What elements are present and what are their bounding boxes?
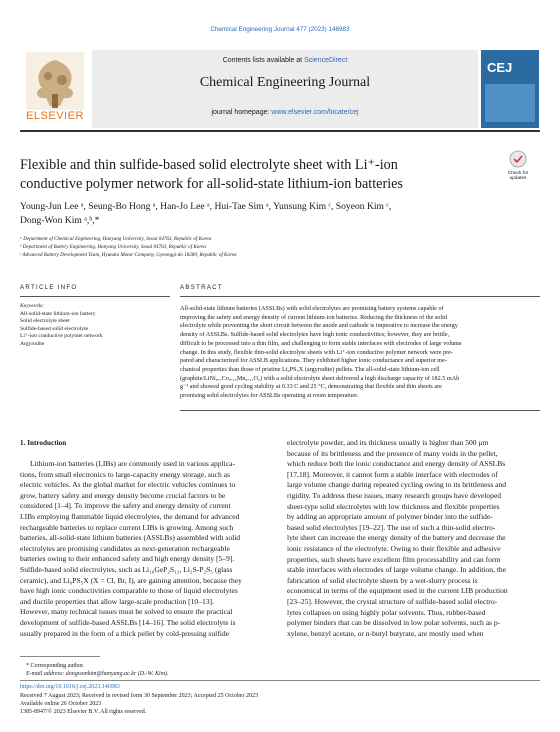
intro-line: properties, such sheets have excellent film processability and can form bbox=[287, 554, 501, 564]
homepage-line bbox=[92, 109, 478, 116]
intro-line: Sulfide-based solid electrolytes, such as Li₁₀GeP₂S₁₂, Li₂S-P₂S₅ (glass bbox=[20, 564, 233, 574]
badge-line-1: Check for bbox=[507, 170, 529, 176]
abstract-line: chanical properties than those of pristine Li₆PS₅X (argyrodite) pellets. The all-solid-state lithium-ion cell bbox=[180, 365, 440, 373]
keywords-block bbox=[20, 303, 170, 349]
intro-line: [17,18]. Moreover, it cannot form a stable interface with electrodes of bbox=[287, 469, 498, 479]
badge-line-2: updates bbox=[509, 176, 527, 181]
check-updates-icon bbox=[509, 150, 527, 168]
intro-line: development of sulfide-based ASSLBs [14–16]. The solid electrolyte is bbox=[20, 617, 236, 627]
affiliations bbox=[20, 236, 490, 259]
article-title bbox=[20, 156, 440, 193]
intro-line: fabrication of solid electrolyte sheets by a wet-slurry process is bbox=[287, 575, 478, 585]
intro-line: and ductile properties that allow large-scale production [10–13]. bbox=[20, 596, 214, 606]
intro-line: electrolytes are promising candidates as next-generation rechargeable bbox=[20, 543, 230, 553]
elsevier-logo[interactable] bbox=[20, 50, 90, 126]
intro-line: xylene, benzyl acetate, or n-butyl butyrate, are mostly used when bbox=[287, 628, 484, 638]
introduction-heading: 1. Introduction bbox=[20, 439, 67, 447]
abstract-line: improving the safety and energy density of current lithium-ion batteries. Reducing the thickness of the solid bbox=[180, 313, 447, 321]
keywords-label: Keywords: bbox=[20, 303, 45, 309]
abstract-line: All-solid-state lithium batteries (ASSLBs) with solid electrolytes are promising battery systems capable of bbox=[180, 305, 444, 312]
article-info-heading: ARTICLE INFO bbox=[20, 284, 78, 291]
publisher-name: ELSEVIER bbox=[26, 110, 84, 122]
intro-line: have high ionic conductivities comparable to those of liquid electrolytes bbox=[20, 586, 238, 596]
intro-line: electric vehicles. As the global market for electric vehicles continues to bbox=[20, 480, 236, 490]
intro-line: sheet-type solid electrolytes with low thickness and flexible properties bbox=[287, 501, 500, 511]
homepage-prefix: journal homepage: bbox=[211, 109, 270, 116]
intro-line: lyte sheet can increase the energy density of the battery and decrease the bbox=[287, 533, 506, 543]
affiliation-b: ᵇ Department of Battery Engineering, Hanyang University, Seoul 04763, Republic of Korea bbox=[20, 243, 206, 250]
footnote-rule bbox=[20, 656, 100, 657]
homepage-link[interactable]: www.elsevier.com/locate/cej bbox=[271, 109, 359, 116]
check-for-updates-badge[interactable] bbox=[497, 150, 539, 186]
intro-line: Lithium-ion batteries (LIBs) are commonly used in various applica- bbox=[30, 459, 235, 468]
keyword-item: Solid electrolyte sheet bbox=[20, 318, 70, 325]
intro-line: usually prepared in the form of a thick pellet by cold-pressing sulfide bbox=[20, 628, 229, 638]
header-rule bbox=[20, 130, 540, 132]
intro-right-column bbox=[287, 438, 540, 639]
intro-line: polymer binders that can be dissolved in low polar solvents, such as p- bbox=[287, 618, 501, 628]
intro-line: based solid electrolytes [19–22]. The use of such a thin-solid electro- bbox=[287, 522, 496, 532]
intro-line: stable interfaces with electrodes of large volume change. In addition, the bbox=[287, 565, 507, 575]
doi-rule bbox=[20, 680, 540, 681]
intro-line: ceramic), and Li₆PS₅X (X = Cl, Br, I), are gaining attention, because they bbox=[20, 575, 242, 585]
keyword-item: All-solid-state lithium-ion battery bbox=[20, 310, 96, 317]
cover-art bbox=[485, 84, 535, 122]
abstract-heading: ABSTRACT bbox=[180, 284, 223, 291]
abstract-text bbox=[180, 305, 540, 401]
intro-line: by adding an appropriate amount of polymer binder into the sulfide- bbox=[287, 512, 493, 522]
intro-line: large volume change during repeated cycling owing to its brittleness and bbox=[287, 480, 507, 490]
intro-line: However, many technical issues must be solved to ensure the practical bbox=[20, 607, 233, 617]
abstract-line: g⁻¹ and showed good cycling stability at 0.33 C and 25 °C, demonstrating that flexible and thin sheets are bbox=[180, 383, 442, 391]
intro-line: [23–25]. However, the crystal structure of sulfide-based solid electro- bbox=[287, 596, 498, 606]
intro-line: ionic resistance of the electrolyte. Owing to their flexible and adhesive bbox=[287, 543, 501, 553]
affiliation-c: ᶜ Advanced Battery Development Team, Hyundai Motor Company, Gyeonggi-do 18280, Republic of Korea bbox=[20, 251, 237, 258]
article-info-rule bbox=[20, 296, 170, 297]
doi-link[interactable]: https://doi.org/10.1016/j.cej.2023.146983 bbox=[20, 684, 120, 691]
intro-line: lytes collapses on using highly polar solvents. Thus, rubber-based bbox=[287, 607, 486, 617]
intro-line: LIBs employing flammable liquid electrolytes, the demand for advanced bbox=[20, 511, 240, 521]
intro-line: grow, battery safety and energy density become crucial factors to be bbox=[20, 490, 226, 500]
contents-prefix: Contents lists available at bbox=[222, 57, 303, 64]
keyword-item: Li⁺-ion conductive polymer network bbox=[20, 333, 103, 340]
abstract-line: electrolyte while preventing the short circuit between the anode and cathode is imperative to increase the energy bbox=[180, 322, 458, 330]
contents-line bbox=[92, 57, 478, 64]
intro-line: because of its brittleness and the presence of many voids in the pellet, bbox=[287, 448, 498, 458]
title-line-1: Flexible and thin sulfide-based solid electrolyte sheet with Li⁺-ion bbox=[20, 157, 398, 173]
affiliation-a: ᵃ Department of Chemical Engineering, Hanyang University, Seoul 04763, Republic of Korea bbox=[20, 236, 212, 242]
cover-title: CEJ bbox=[487, 60, 513, 75]
abstract-line: (graphite/LiNi₀.₇Co₀.₁₅Mn₀.₁₅O₂) with a solid electrolyte sheet delivered a high discharge capacity of 182.5 mAh bbox=[180, 374, 460, 382]
intro-line: batteries owing to their enhanced safety and high energy density [5–9]. bbox=[20, 554, 235, 564]
intro-line: tions, from small electronics to large-capacity energy storage, such as bbox=[20, 469, 230, 479]
intro-line: rechargeable batteries to replace current LIBs is growing. Among such bbox=[20, 522, 234, 532]
intro-line: economical in terms of the equipment used in the current LIB production bbox=[287, 586, 508, 596]
intro-line: considered [1–4]. To improve the safety and energy density of current bbox=[20, 501, 231, 511]
abstract-line: pared and characterized for ASSLB applications. They exhibited higher ionic conductance and superior me- bbox=[180, 357, 447, 365]
keyword-item: Argyrodite bbox=[20, 340, 45, 347]
authors-line-2: Dong-Won Kim ᵃ,ᵇ,* bbox=[20, 215, 100, 226]
received-dates: Received 7 August 2023; Received in revised form 30 September 2023; Accepted 25 October 2023 bbox=[20, 692, 258, 699]
authors-line-1: Young-Jun Lee ᵃ, Seung-Bo Hong ᵃ, Han-Jo Lee ᵃ, Hui-Tae Sim ᵃ, Yunsung Kim ᶜ, Soyeon Kim ᶜ, bbox=[20, 201, 392, 212]
abstract-line: difficult to be processed into a thin film, and challenging to form stable interfaces with electrodes of large volume bbox=[180, 339, 462, 347]
abstract-line: promising solid electrolytes for ASSLBs operating at room temperature. bbox=[180, 392, 359, 400]
intro-line: rigidity. To address these issues, many research groups have developed bbox=[287, 490, 502, 500]
abstract-bottom-rule bbox=[180, 410, 540, 411]
author-list bbox=[20, 200, 490, 228]
corresponding-author: * Corresponding author. bbox=[26, 663, 85, 669]
keyword-item: Sulfide-based solid electrolyte bbox=[20, 325, 89, 332]
journal-reference[interactable]: Chemical Engineering Journal 477 (2023) 146983 bbox=[210, 26, 350, 33]
footer-block bbox=[20, 662, 540, 716]
journal-cover[interactable] bbox=[481, 50, 539, 128]
title-line-2: conductive polymer network for all-solid-state lithium-ion batteries bbox=[20, 175, 403, 192]
available-online: Available online 26 October 2023 bbox=[20, 700, 102, 707]
email-line[interactable]: E-mail address: dongwonkim@hanyang.ac.kr (D.-W. Kim). bbox=[26, 671, 169, 678]
intro-line: which reduce both the ionic conductance and energy density of ASSLBs bbox=[287, 459, 506, 469]
journal-name: Chemical Engineering Journal bbox=[199, 75, 371, 90]
abstract-line: density of ASSLBs. Sulfide-based solid electrolytes have high ionic conductivities; however, they are brittle, bbox=[180, 331, 450, 339]
intro-line: electrolyte powder, and its thickness usually is higher than 500 μm bbox=[287, 438, 489, 447]
sciencedirect-link[interactable]: ScienceDirect bbox=[304, 57, 348, 64]
intro-line: batteries, all-solid-state lithium batteries (ASSLBs) assembled with solid bbox=[20, 533, 241, 543]
abstract-rule bbox=[180, 296, 540, 297]
abstract-line: change. In this study, flexible thin-solid electrolyte sheets with Li⁺-ion conductive polymer network were pre- bbox=[180, 348, 453, 356]
copyright: 1385-8947/© 2023 Elsevier B.V. All rights reserved. bbox=[20, 709, 147, 716]
intro-left-column bbox=[20, 459, 270, 639]
